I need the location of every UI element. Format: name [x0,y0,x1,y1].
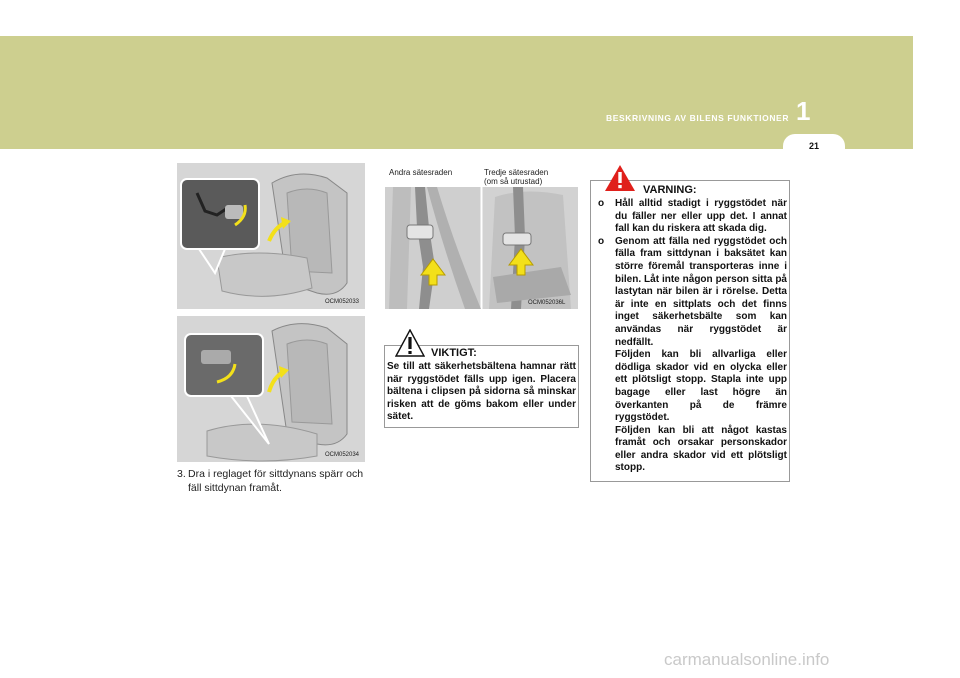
warning-body [593,198,787,475]
warning-triangle-icon [395,329,425,357]
figure-code-2: OCM052034 [325,452,360,458]
step-text: Dra i reglaget för sittdynans spärr och fäll sittdynan framåt. [188,468,364,494]
warning-item-1-text: Håll alltid stadigt i ryggstödet när du fäller ner eller upp det. I annat fall kan du riskera att skada dig. [615,198,787,235]
warning-triangle-red-icon [605,165,635,191]
label-third-row [484,168,548,186]
page-number: 21 [808,141,819,151]
chapter-number: 1 [796,96,811,126]
seat-belt-clip-illustration [385,187,578,309]
warning-paragraph-3: Följden kan bli att något kastas framåt och orsakar personskador eller andra skador vid ett plötsligt stopp. [615,424,787,474]
label-third-row-line2: (om så utrustad) [484,177,543,186]
chapter-title: BESKRIVNING AV BILENS FUNKTIONER [606,113,790,123]
figure-code-1: OCM052033 [325,299,360,305]
important-body: Se till att säkerhetsbältena hamnar rätt när ryggstödet fälls upp igen. Placera bältena i clipsen på sidorna så minskar risken att de göms bakom eller under sätet. [387,361,576,423]
warning-item-2-text: Genom att fälla ned ryggstödet och fälla fram sittdynan i baksätet kan större föremål transporteras inne i bilen. Låt inte någon person sitta på lastytan när bilen är i rörelse. Detta är inte en sittplats och det finns inget säkerhetsbälte som kan användas när ryggstödet är nedfällt. [615,235,787,348]
warning-list [593,198,787,349]
important-notice [384,345,579,428]
figure-code-3: OCM052036L [528,300,566,306]
seat-lever-drawing-2 [177,316,365,462]
warning-box [590,180,790,482]
warning-paragraph-2: Följden kan bli allvarliga eller dödliga skador vid en olycka eller ett plötsligt stopp. Stapla inte upp bagage eller last högre än överkanten på de främre ryggstödet. [615,349,787,424]
step-3 [177,467,367,495]
warning-title: VARNING: [643,184,697,196]
seat-lever-drawing-1 [177,163,365,309]
warning-item-2 [593,236,787,349]
bullet-1: o [598,198,605,209]
label-third-row-line1: Tredje sätesraden [484,168,549,177]
page-number-tab [783,134,845,158]
seat-lever-illustration-1 [177,163,365,309]
seat-lever-illustration-2 [177,316,365,462]
watermark: carmanualsonline.info [664,650,830,669]
seat-belt-drawing [385,187,578,309]
step-number: 3. [177,468,186,480]
bullet-2: o [598,235,605,247]
label-second-row: Andra sätesraden [389,168,453,177]
warning-item-1 [593,198,787,236]
important-title: VIKTIGT: [431,347,477,359]
header-band [0,36,913,149]
